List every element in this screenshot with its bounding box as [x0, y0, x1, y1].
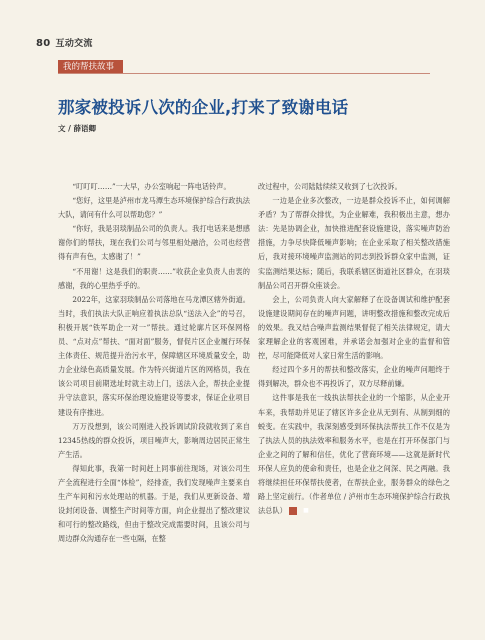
article-title: 那家被投诉八次的企业,打来了致谢电话	[58, 98, 349, 117]
article-byline: 文 / 薛语卿	[58, 124, 96, 133]
body-paragraph: 经过四个多月的帮扶和整改落实，企业的噪声问题终于得到解决，群众也不再投诉了，双方尽释前嫌。	[258, 365, 450, 389]
body-paragraph: 2022年，这家羽琰制品公司落地在马龙潭区辖外街道。当时，我们执法大队正响应着执法总队“送法入企”的号召，积极开展“铁军助企一对一”帮扶。通过轮廓片区环保网格员、“点对点”帮扶、“面对面”服务，督促片区企业履行环保主体责任、规范提升治污水平，保障辖区环境质量安全，助力企业绿色高质量发展。作为特兴街道片区的网格员，我在该公司项目前期选址时就主动上门，送法入企，帮扶企业提升守法意识，落实环保治理设施建设等要求，保证企业项目建设有序推进。	[58, 294, 250, 417]
section-name: 互动交流	[55, 39, 93, 49]
running-head	[36, 36, 93, 49]
body-paragraph: “你好，我是羽琰制品公司的负责人。我打电话来是想感谢你们的帮扶，现在我们公司与邻里相处融洽，公司也经营得有声有色，太感谢了！”	[58, 224, 250, 262]
body-paragraph: 一边是企业多次整改，一边是群众投诉不止，如何调解矛盾？为了帮群众排忧，为企业解难，我积极出主意，想办法：先是协调企业，加快推进配套设施建设，落实噪声防治措施，力争尽快降低噪声影响；在企业采取了相关整改措施后，我对接环境噪声监测站的同志到投诉群众家中监测，证实监测结果达标；随后，我联系辖区街道社区群众，在羽琰制品公司召开群众座谈会。	[258, 196, 450, 290]
body-paragraph: “叮叮叮……”一大早，办公室响起一阵电话铃声。	[72, 182, 231, 191]
end-of-article-icon: ■	[289, 507, 297, 515]
body-paragraph: 得知此事，我第一时间赶上同事前往现场，对该公司生产全流程进行全面“体检”，经排查，我们发现噪声主要来自生产车间和污水处理站的机器。于是，我们从更新设备、增设封闭设备、调整生产时间等方面，向企业提出了整改建议和可行的整改路线，但由于整改完成需要时间，且该公司与周边群众沟通存在一些屯隔，在整	[58, 463, 250, 544]
page-number: 80	[36, 38, 51, 49]
body-column-left	[58, 180, 250, 546]
body-paragraph: 万万没想到，该公司刚进入投诉调试阶段就收到了来自12345热线的群众投诉，项目噪声大，影响周边居民正常生产生活。	[58, 421, 250, 459]
body-paragraph: “您好，这里是泸州市龙马潭生态环境保护综合行政执法大队，请问有什么可以帮助您？”	[58, 196, 250, 220]
body-paragraph: “不用谢！这是我们的职责……”收获企业负责人由衷的感谢，我的心里热乎乎的。	[58, 266, 250, 290]
body-column-right	[258, 180, 450, 518]
body-paragraph: 会上，公司负责人向大家解释了在设备调试和维护配套设施建设期间存在的噪声问题，讲明整改措施和整改完成后的效果。我又结合噪声监测结果督促了相关法律规定，请大家理解企业的客观困难，并承诺会加强对企业的监督和管控，尽可能降低对人家日常生活的影响。	[258, 294, 450, 361]
tag-rule	[58, 73, 430, 74]
body-paragraph: 改过程中，公司陆陆续续又收到了七次投诉。	[258, 182, 402, 191]
column-tag: 我的帮扶故事	[58, 60, 123, 74]
body-paragraph: 这件事是我在一线执法帮扶企业的一个缩影，从企业开车来，我帮助并见证了辖区许多企业从无到有、从制到细的蜕变。在实践中，我深刻感受到环保执法帮扶工作不仅是为了执法人员的执法效率和服务水平，也是在打开环保部门与企业之间的了解和信任，优化了营商环境——这就是新时代环保人应负的使命和责任，也是企业之间深、民之两融。我将继续担任环保帮扶使者，在帮扶企业，服务群众的绿色之路上坚定前行。（作者单位 / 泸州市生态环境保护综合行政执法总队） ■	[258, 393, 450, 516]
